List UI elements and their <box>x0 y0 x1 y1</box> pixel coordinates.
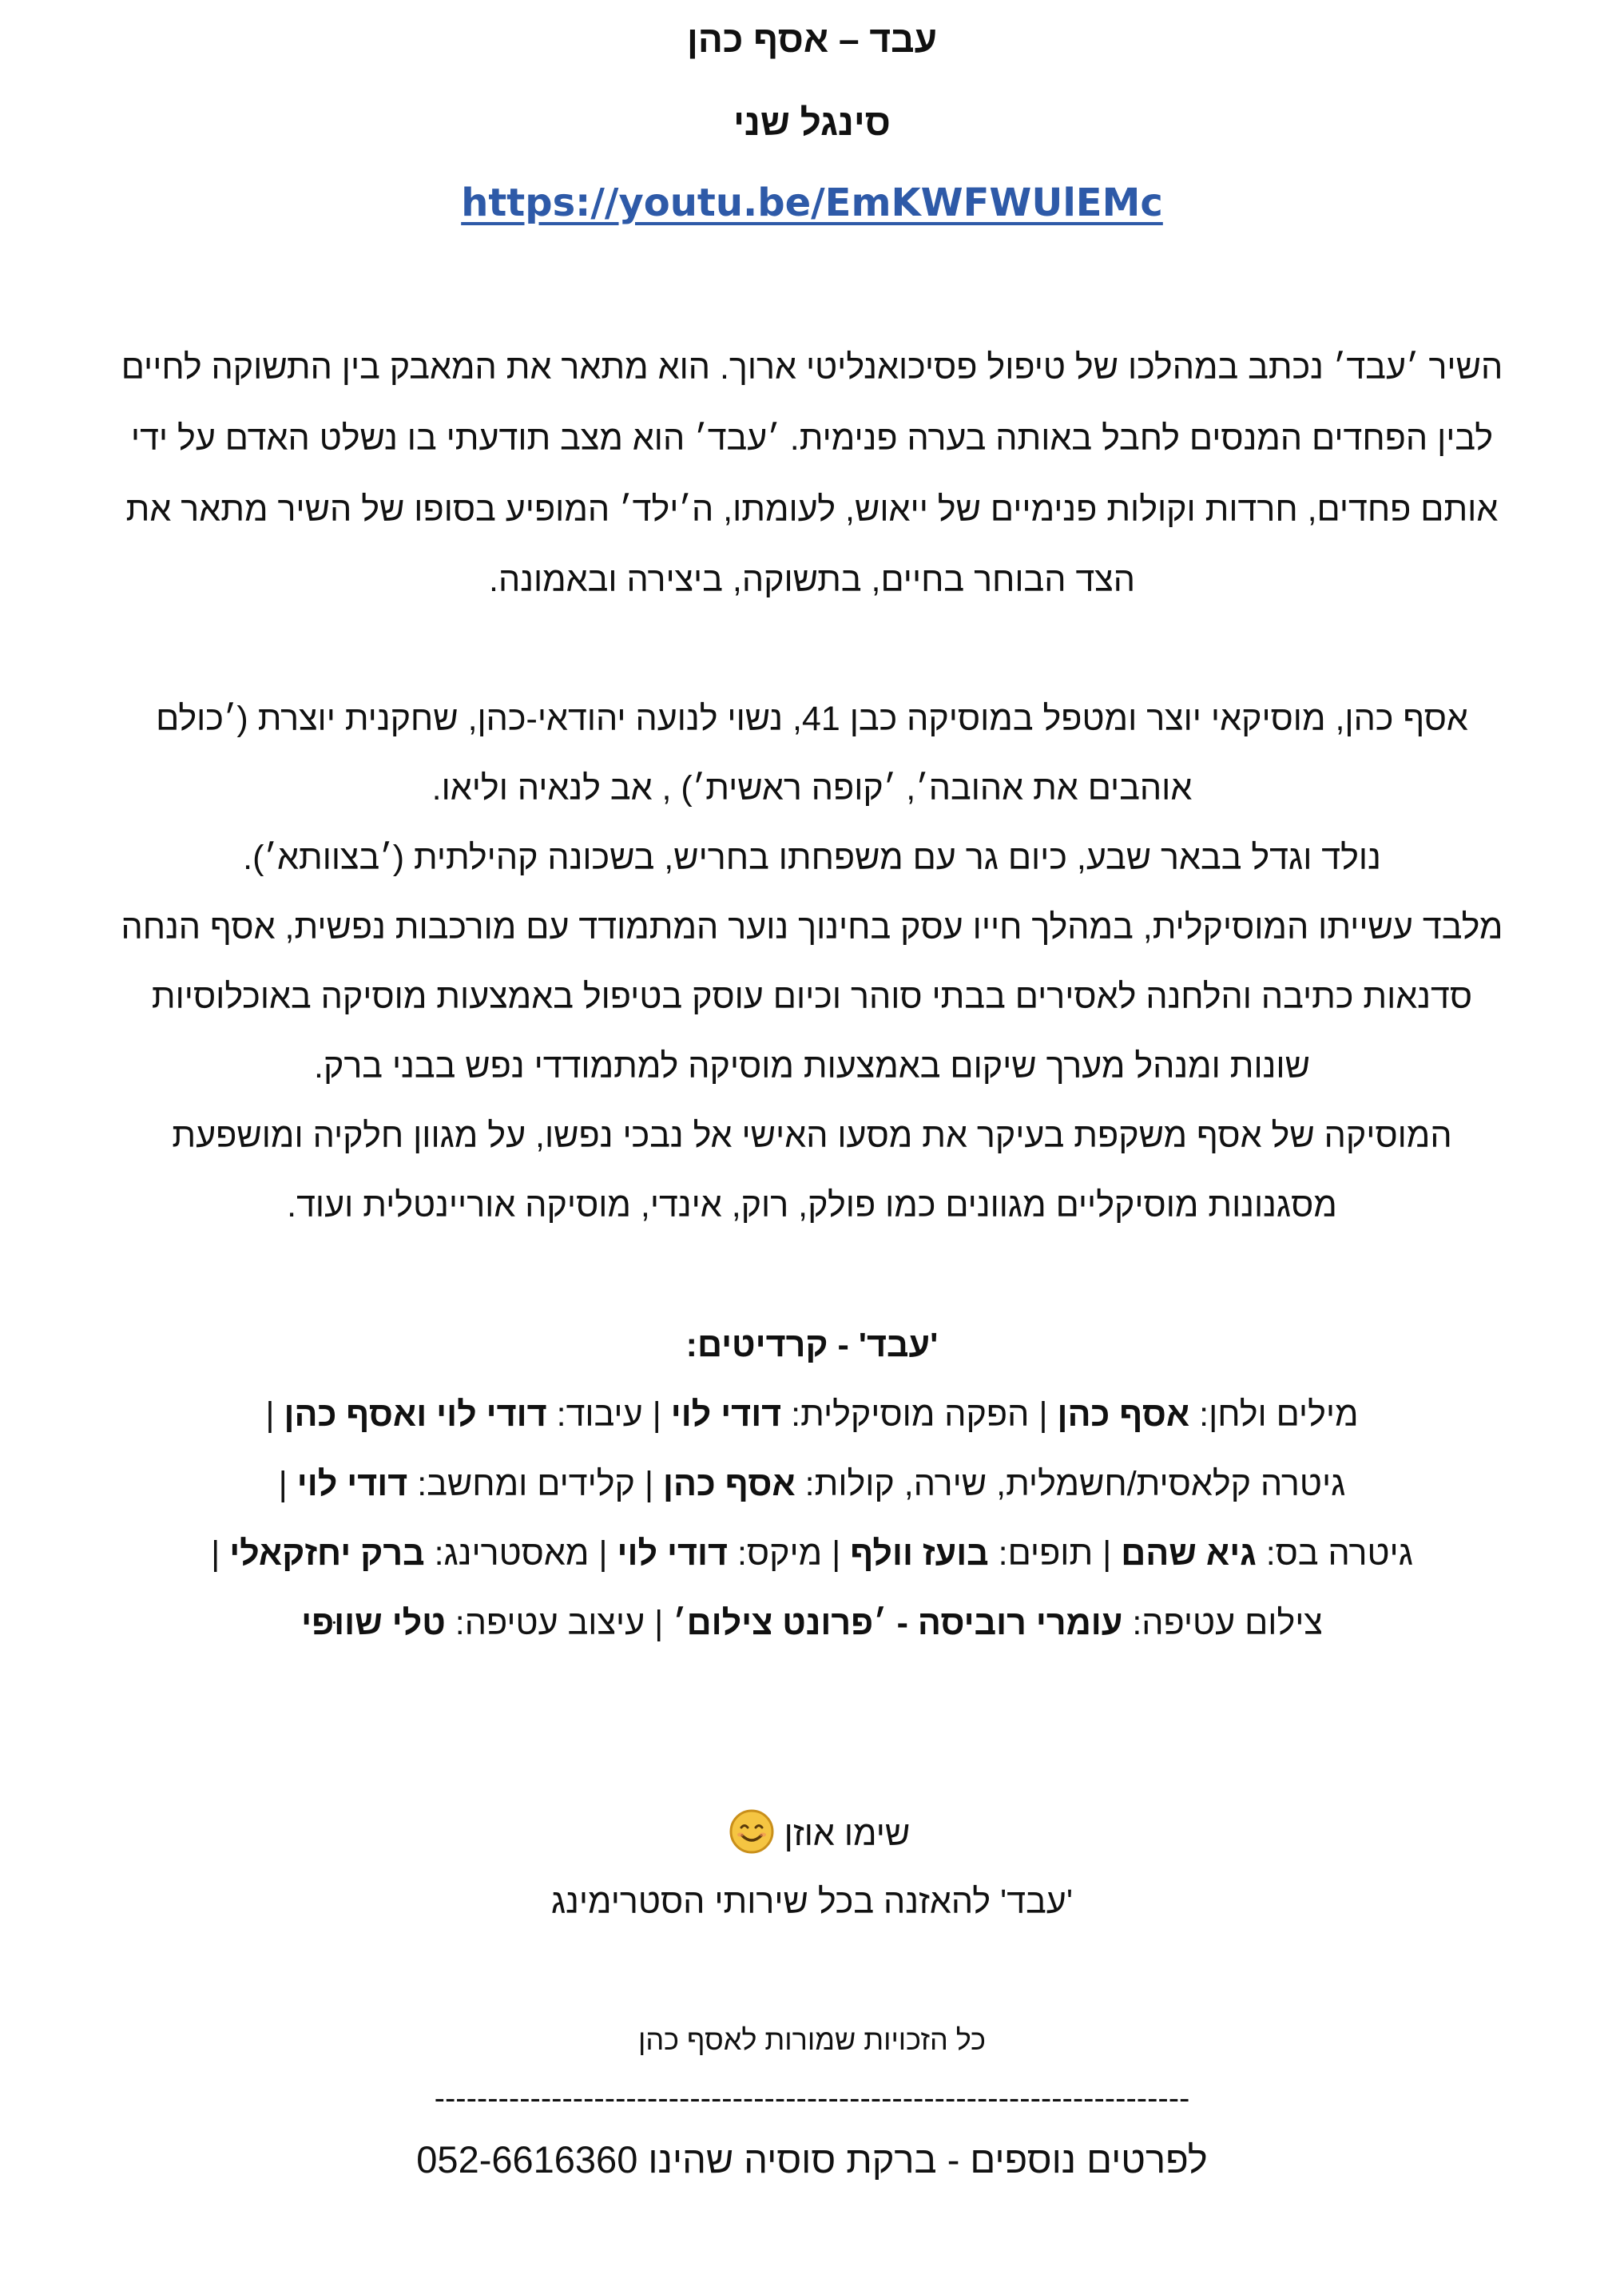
credit-role: עיבוד: <box>556 1395 643 1434</box>
bio-line: מסגנונות מוסיקליים מגוונים כמו פולק, רוק, אינדי, מוסיקה אוריינטלית ועוד. <box>287 1186 1337 1224</box>
credit-role: עיצוב עטיפה: <box>455 1604 645 1642</box>
credit-role: תופים: <box>998 1534 1094 1573</box>
credit-role: צילום עטיפה: <box>1132 1604 1323 1642</box>
credit-role: מילים ולחן: <box>1199 1395 1359 1434</box>
youtube-link[interactable]: https://youtu.be/EmKWFWUlEMc <box>461 181 1163 225</box>
credits-line-1 <box>48 1395 1576 1435</box>
credit-separator: | <box>265 1395 275 1434</box>
credit-name: גיא שהם <box>1121 1534 1257 1573</box>
credit-role: מאסטרינג: <box>434 1534 590 1573</box>
credit-separator: | <box>278 1465 288 1503</box>
credit-role: גיטרה קלאסית/חשמלית, שירה, קולות: <box>804 1465 1346 1503</box>
credits-heading: 'עבד' - קרדיטים: <box>685 1326 939 1364</box>
credit-name: דודי לוי <box>670 1395 782 1434</box>
credits-line-4 <box>48 1604 1576 1643</box>
credits-line-3 <box>48 1534 1576 1574</box>
smiley-icon <box>729 1808 775 1863</box>
credit-separator: | <box>832 1534 841 1573</box>
credit-separator: | <box>211 1534 220 1573</box>
credit-separator: | <box>654 1604 664 1642</box>
description-line: השיר ׳עבד׳ נכתב במהלכו של טיפול פסיכואנליטי ארוך. הוא מתאר את המאבק בין התשוקה לחיים <box>121 348 1503 387</box>
credit-name: בועז וולף <box>850 1534 989 1573</box>
credit-role: הפקה מוסיקלית: <box>791 1395 1030 1434</box>
streaming-text: 'עבד' להאזנה בכל שירותי הסטרימינג <box>550 1883 1074 1921</box>
bio-line: אסף כהן, מוסיקאי יוצר ומטפל במוסיקה כבן 41, נשוי לנועה יהודאי-כהן, שחקנית יוצרת (׳כולם <box>156 700 1468 738</box>
bio-line: סדנאות כתיבה והלחנה לאסירים בבתי סוהר וכיום עוסק בטיפול באמצעות מוסיקה באוכלוסיות <box>151 978 1473 1016</box>
credit-name: דודי לוי ואסף כהן <box>284 1395 547 1434</box>
credit-separator: | <box>1038 1395 1048 1434</box>
listen-line <box>48 1808 1576 1863</box>
credit-separator: | <box>644 1465 654 1503</box>
contact-line: לפרטים נוספים - ברקת סוסיה שהינו 052-6616360 <box>416 2138 1208 2181</box>
description-line: הצד הבוחר בחיים, בתשוקה, ביצירה ובאמונה. <box>489 561 1135 599</box>
single-label: סינגל שני <box>733 101 891 143</box>
credits-line-2 <box>48 1465 1576 1504</box>
credit-name: טלי שווּפי <box>301 1604 446 1642</box>
credit-name: דודי לוי <box>296 1465 408 1503</box>
credit-name: ברק יחזקאלי <box>229 1534 425 1573</box>
bio-line: מלבד עשייתו המוסיקלית, במהלך חייו עסק בחינוך נוער המתמודד עם מורכבות נפשית, אסף הנחה <box>121 908 1503 947</box>
credit-name: אסף כהן <box>1057 1395 1190 1434</box>
description-line: אותם פחדים, חרדות וקולות פנימיים של ייאוש, לעומתו, ה׳ילד׳ המופיע בסופו של השיר מתאר את <box>125 490 1499 529</box>
description-line: לבין הפחדים המנסים לחבל באותה בערה פנימית. ׳עבד׳ הוא מצב תודעתי בו נשלט האדם על ידי <box>130 419 1494 458</box>
credit-name: עומרי רוביסה - ׳פרונט צילום׳ <box>673 1604 1123 1642</box>
credit-role: גיטרה בס: <box>1265 1534 1413 1573</box>
listen-text: שימו אוזן <box>784 1814 911 1853</box>
credit-separator: | <box>598 1534 608 1573</box>
credit-name: דודי לוי <box>617 1534 728 1573</box>
bio-line: נולד וגדל בבאר שבע, כיום גר עם משפחתו בחריש, בשכונה קהילתית (׳בצוותא׳). <box>243 839 1381 877</box>
bio-line: אוהבים את אהובה׳, ׳קופה ראשית׳) , אב לנאיה וליאו. <box>431 769 1193 808</box>
credit-separator: | <box>652 1395 661 1434</box>
divider: ----------------------------------------------------------------------- <box>434 2081 1190 2116</box>
song-title: עבד – אסף כהן <box>686 18 938 60</box>
bio-line: המוסיקה של אסף משקפת בעיקר את מסעו האישי אל נבכי נפשו, על מגוון חלקיה ומושפעת <box>172 1117 1452 1155</box>
copyright-text: כל הזכויות שמורות לאסף כהן <box>637 2023 987 2056</box>
credit-separator: | <box>1102 1534 1112 1573</box>
credit-name: אסף כהן <box>662 1465 796 1503</box>
credit-role: קלידים ומחשב: <box>417 1465 635 1503</box>
bio-line: שונות ומנהל מערך שיקום באמצעות מוסיקה למתמודדי נפש בבני ברק. <box>314 1047 1310 1085</box>
credit-role: מיקס: <box>737 1534 823 1573</box>
